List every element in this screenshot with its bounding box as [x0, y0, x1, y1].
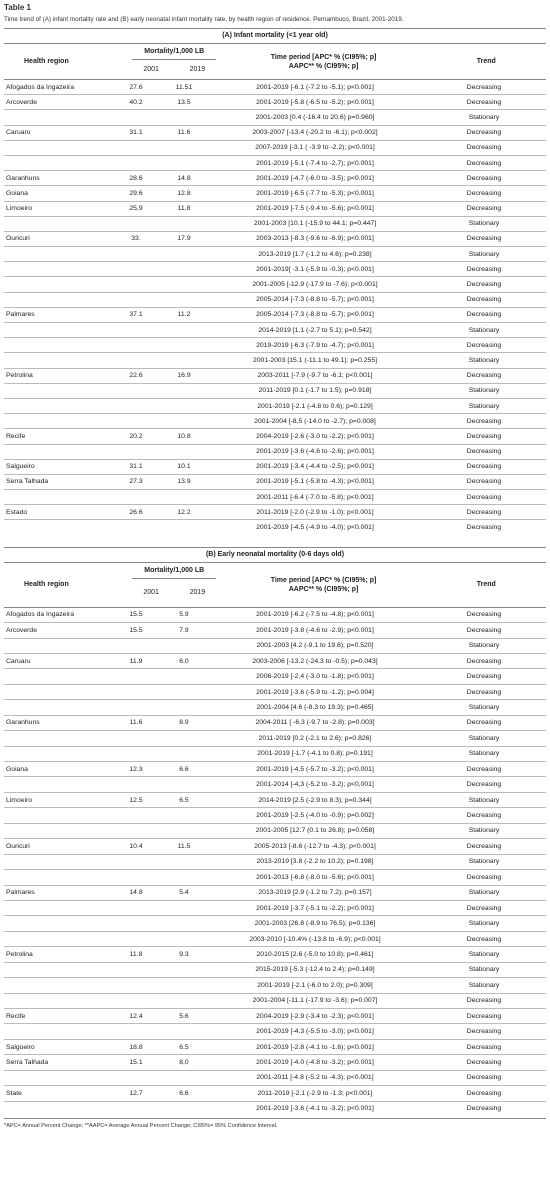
cell-2019: 6.5: [179, 796, 189, 804]
cell-2019: 9.3: [179, 950, 189, 958]
cell-period: 2001-2003 [15.1 (-11.1 to 49.1); p=0.255]: [252, 356, 377, 364]
header-period-line2: AAPC** % (CI95%; p]: [288, 585, 359, 593]
table-row: [4, 668, 546, 683]
cell-period: 2001-2004 [-11.1 (-17.9 to -3.6); p=0.007]: [252, 997, 378, 1005]
cell-region: Afogados da Ingazeira: [6, 611, 75, 619]
table-row: [4, 170, 546, 185]
cell-2019: 8,0: [179, 1059, 189, 1067]
header-year-2019: 2019: [189, 589, 206, 597]
cell-period: 2001-2003 [10.1 (-15.9 to 44.1; p=0.447]: [253, 220, 377, 228]
cell-trend: Decreasing: [466, 98, 502, 106]
cell-period: 2003-2010 [-10.4% (-13.8 to -6.9); p<0.001]: [249, 935, 381, 943]
cell-period: 2015-2019 [-5.3 (-12.4 to 2.4); p=0.149]: [255, 966, 375, 974]
cell-trend: Decreasing: [466, 842, 502, 850]
cell-period: 2001-2011 [-6.4 (-7.0 to -5.8); p<0.001]: [256, 493, 374, 501]
table-row: [4, 931, 546, 946]
cell-trend: Stationary: [468, 750, 500, 758]
cell-trend: Decreasing: [466, 781, 502, 789]
cell-2001: 12.7: [129, 1089, 143, 1097]
table-row: [4, 352, 546, 367]
table-row: [4, 653, 546, 668]
cell-2001: 20.2: [129, 432, 143, 440]
table-row: [4, 383, 546, 398]
table-row: [4, 977, 546, 992]
cell-trend: Stationary: [468, 326, 500, 334]
table-label: Table 1: [4, 3, 31, 12]
cell-2019: 12.8: [177, 189, 191, 197]
cell-2019: 11.2: [177, 311, 191, 319]
cell-period: 2001-2019 [-5.1 (-5.8 to -4.3); p<0.001]: [256, 478, 374, 486]
cell-trend: Decreasing: [466, 997, 502, 1005]
cell-trend: Decreasing: [466, 448, 502, 456]
table-row: [4, 699, 546, 714]
cell-region: Goiana: [6, 765, 28, 773]
table-row: [4, 823, 546, 838]
header-period: [220, 563, 426, 607]
cell-period: 2013-2019 [2.9 (-1.2 to 7.2); p=0.157]: [258, 889, 372, 897]
cell-period: 2011-2019 [-2.1 (-2.9 to -1.3; p<0.001]: [257, 1089, 373, 1097]
header-period: [220, 44, 426, 79]
header-mortality: [128, 563, 220, 607]
cell-trend: Stationary: [468, 703, 500, 711]
cell-2019: 11,8: [177, 205, 191, 213]
cell-period: 2013-2019 [3.8 (-2.2 to 10.2); p=0.198]: [256, 858, 374, 866]
cell-trend: Decreasing: [466, 159, 502, 167]
cell-trend: Decreasing: [466, 463, 502, 471]
cell-2019: 5.6: [179, 1012, 189, 1020]
cell-trend: Decreasing: [466, 719, 502, 727]
header-period-line1: Time period [APC* % (CI95%; p]: [270, 576, 377, 584]
table-row: [4, 807, 546, 822]
cell-2001: 40.2: [129, 98, 143, 106]
header-region: Health region: [24, 58, 69, 65]
cell-trend: Decreasing: [466, 904, 502, 912]
cell-period: 2007-2019 [-3.1 ( -3.9 to -2.2); p<0.001]: [255, 144, 375, 152]
cell-trend: Decreasing: [466, 1105, 502, 1113]
header-period-line2: AAPC** % (CI95%; p]: [288, 62, 359, 70]
cell-region: Caruaru: [6, 129, 31, 137]
cell-period: 2001-2019 [-4.3 (-5.5 to -3.0); p<0.001]: [256, 1028, 374, 1036]
cell-region: Garanhuns: [6, 719, 40, 727]
cell-period: 2011-2019 [0.2 (-2.1 to 2.6); p=0.826]: [258, 734, 372, 742]
cell-2019: 6.5: [179, 1043, 189, 1051]
cell-trend: Decreasing: [466, 1012, 502, 1020]
cell-period: 2005-2013 [-8.6 (-12.7 to -4.3); p<0.001]: [254, 842, 376, 850]
table-row: [4, 413, 546, 428]
cell-trend: Decreasing: [466, 417, 502, 425]
cell-region: Ouricuri: [6, 235, 30, 243]
cell-2001: 27.3: [129, 478, 143, 486]
cell-trend: Stationary: [468, 796, 500, 804]
cell-trend: Decreasing: [466, 205, 502, 213]
cell-period: 2001-2019 [-5.8 (-6.5 to -5.2); p<0.001]: [256, 98, 374, 106]
cell-trend: Stationary: [468, 250, 500, 258]
cell-period: 2001-2019 [-4.5 (-5.7 to -3.2); p<0.001]: [256, 765, 374, 773]
cell-period: 2001-2019 [-3.6 (-4.6 to -2.6); p<0.001]: [256, 448, 374, 456]
cell-2019: 6.6: [179, 765, 189, 773]
cell-2001: 10.4: [129, 842, 143, 850]
cell-period: 2001-2005 [-12.9 (-17.9 to -7.6); p<0.001]: [252, 281, 378, 289]
cell-region: Petrolina: [6, 372, 33, 380]
cell-2001: 12.5: [129, 796, 143, 804]
table-row: [4, 792, 546, 807]
cell-trend: Decreasing: [466, 341, 502, 349]
cell-2001: 27.6: [129, 83, 143, 91]
cell-period: 2001-2019 [-3.8 (-4.6 to -2.9); p<0.001]: [256, 626, 374, 634]
cell-region: Limoeiro: [6, 796, 33, 804]
table-row: [4, 322, 546, 337]
table-row: [4, 155, 546, 170]
table-row: [4, 608, 546, 622]
cell-trend: Decreasing: [466, 189, 502, 197]
cell-period: 2001-2019 [-4.5 (-4.9 to -4.0); p<0.001]: [256, 524, 374, 532]
cell-period: 2001-2004 [-8,5 (-14.0 to -2.7); p=0.008]: [254, 417, 376, 425]
table-row: [4, 444, 546, 459]
cell-2019: 14.8: [177, 174, 191, 182]
cell-period: 2001-2019 [-3.4 (-4.4 to -2.5); p<0.001]: [256, 463, 374, 471]
table-row: [4, 140, 546, 155]
cell-trend: Stationary: [468, 113, 500, 121]
section-title: (B) Early neonatal mortality (0-6 days old): [4, 547, 546, 563]
cell-period: 2003-2011 [-7.9 (-9.7 to -6.1; p<0.001]: [257, 372, 373, 380]
cell-2001: 37.1: [129, 311, 143, 319]
table-section: [4, 547, 546, 1116]
cell-trend: Decreasing: [466, 1043, 502, 1051]
cell-region: Caruaru: [6, 657, 31, 665]
cell-2019: 10.1: [177, 463, 191, 471]
cell-trend: Decreasing: [466, 478, 502, 486]
cell-trend: Stationary: [468, 642, 500, 650]
header-year-2001: 2001: [143, 589, 159, 597]
cell-2001: 11.8: [129, 950, 143, 958]
cell-period: 2001-2013 [-6.8 (-8.0 to -5.6); p<0.001]: [256, 873, 374, 881]
table-row: [4, 398, 546, 413]
cell-period: 2001-2019 [-3.6 (-5.9 to -1.2); p=0.004]: [256, 688, 374, 696]
cell-2019: 6.6: [179, 1089, 189, 1097]
cell-2001: 15.1: [129, 1059, 143, 1067]
cell-2019: 5.4: [179, 889, 189, 897]
table-row: [4, 489, 546, 504]
table-row: [4, 638, 546, 653]
table-row: [4, 1070, 546, 1085]
cell-period: 2001-2019 [-4.7 (-6.0 to -3.5); p<0.001]: [256, 174, 374, 182]
table-row: [4, 746, 546, 761]
cell-period: 2001-2019[ -3.1 (-5.9 to -0.3); p<0.001]: [256, 265, 374, 273]
cell-2001: 18.8: [129, 1043, 143, 1051]
cell-trend: Stationary: [468, 966, 500, 974]
cell-period: 2011-2019 [0.1 (-1.7 to 1.5); p=0.918]: [258, 387, 372, 395]
cell-region: Palmares: [6, 311, 35, 319]
cell-trend: Decreasing: [466, 524, 502, 532]
table-row: [4, 519, 546, 534]
table-row: [4, 993, 546, 1008]
table-row: [4, 80, 546, 94]
cell-trend: Decreasing: [466, 129, 502, 137]
cell-2001: 15.5: [129, 626, 143, 634]
table-row: [4, 216, 546, 231]
header-trend: Trend: [476, 58, 496, 65]
header-mortality: [128, 44, 220, 79]
cell-2001: 11.9: [129, 657, 143, 665]
cell-period: 2001-2019 [-5.1 (-7.4 to -2.7); p<0.001]: [256, 159, 374, 167]
cell-period: 2001-2004 [4.6 (-8.3 to 19.3); p=0.465]: [256, 703, 374, 711]
table-row: [4, 368, 546, 383]
cell-trend: Decreasing: [466, 935, 502, 943]
table-row: [4, 231, 546, 246]
cell-2001: 15.5: [129, 611, 143, 619]
section-title: (A) Infant mortality (<1 year old): [4, 28, 546, 44]
cell-2019: 6.0: [179, 657, 189, 665]
cell-period: 2001-2019 [-6.1 (-7.2 to -5.1); p<0.001]: [256, 83, 374, 91]
cell-region: State: [6, 1089, 22, 1097]
cell-2019: 13.9: [177, 478, 191, 486]
cell-region: Arcoverde: [6, 626, 37, 634]
cell-period: 2001-2019 [-4.0 (-4.8 to -3.2); p<0.001]: [256, 1059, 374, 1067]
table-caption: Time trend of (A) infant mortality rate and (B) early neonatal infant mortality rate, by health region of residence. Pernambuco, Brazil, 2001-2019.: [4, 16, 404, 23]
cell-trend: Decreasing: [466, 812, 502, 820]
cell-2001: 33.: [131, 235, 141, 243]
cell-region: Arcoverde: [6, 98, 37, 106]
table-row: [4, 109, 546, 124]
cell-period: 2019-2019 [-6.3 (-7.9 to -4.7); p<0.001]: [256, 341, 374, 349]
cell-period: 2001-2019 [-2.5 (-4.0 to -0.9); p=0.002]: [256, 812, 374, 820]
table-row: [4, 276, 546, 291]
cell-period: 2001-2019 [-6.5 (-7.7 to -5.3); p<0.001]: [256, 189, 374, 197]
cell-trend: Decreasing: [466, 1089, 502, 1097]
header-trend: Trend: [476, 581, 496, 589]
table-section: [4, 28, 546, 547]
cell-trend: Stationary: [468, 858, 500, 866]
cell-trend: Decreasing: [466, 174, 502, 182]
table-row: [4, 885, 546, 900]
table-row: [4, 428, 546, 443]
table-row: [4, 261, 546, 276]
table-row: [4, 1085, 546, 1100]
cell-period: 2001-2019 [-3.6 (-4.1 to -3.2); p<0.001]: [256, 1105, 374, 1113]
cell-period: 2001-2014 [-4,3 (-5.2 to -3.2); p<0,001]: [256, 781, 374, 789]
cell-period: 2001-2019 [-6.2 (-7.5 to -4.8); p<0.001]: [256, 611, 374, 619]
cell-trend: Decreasing: [466, 673, 502, 681]
table-row: [4, 900, 546, 915]
table-row: [4, 337, 546, 352]
cell-trend: Decreasing: [466, 688, 502, 696]
header-period-line1: Time period [APC* % (CI95%; p]: [270, 53, 377, 61]
cell-period: 2001-2003 [26.8 (-8.9 to 76.5); p=0.136]: [254, 920, 376, 928]
cell-region: Recife: [6, 1012, 26, 1020]
cell-period: 2001-2019 [-1.7 (-4.1 to 0.8); p=0.191]: [257, 750, 373, 758]
table-row: [4, 1101, 546, 1116]
cell-trend: Decreasing: [466, 493, 502, 501]
section-gap: [4, 535, 546, 547]
cell-2019: 16.9: [177, 372, 191, 380]
cell-trend: Decreasing: [466, 235, 502, 243]
table-row: [4, 474, 546, 489]
cell-period: 2001-2019 [-2.8 (-4.1 to -1.6); p<0.001]: [256, 1043, 374, 1051]
cell-region: Goiana: [6, 189, 28, 197]
cell-trend: Decreasing: [466, 265, 502, 273]
cell-trend: Decreasing: [466, 311, 502, 319]
cell-region: Estado: [6, 508, 28, 516]
cell-period: 2003-2006 [-13.2 (-24.3 to -0.5); p=0.043]: [252, 657, 378, 665]
cell-2019: 11.6: [177, 129, 191, 137]
cell-trend: Stationary: [468, 387, 500, 395]
cell-period: 2001-2019 [-2.1 (-6.0 to 2.0); p=0.309]: [257, 981, 373, 989]
cell-trend: Decreasing: [466, 83, 502, 91]
table-row: [4, 915, 546, 930]
cell-2019: 17.9: [177, 235, 191, 243]
cell-period: 2001-2005 [12.7 (0.1 to 26.8); p=0.058]: [255, 827, 375, 835]
cell-period: 2011-2019 [-2.0 (-2.9 to -1.0); p<0.001]: [256, 508, 374, 516]
cell-period: 2006-2019 [-2,4 (-3.0 to -1.8); p<0.001]: [256, 673, 374, 681]
cell-trend: Stationary: [468, 827, 500, 835]
cell-period: 2010-2015 [2.6 (-5.0 to 10.8); p=0.461]: [256, 950, 374, 958]
cell-period: 2005-2014 [-7.3 (-8.8 to -5.7); p<0.001]: [256, 296, 374, 304]
table-row: [4, 185, 546, 200]
table-row: [4, 838, 546, 853]
cell-period: 2005-2014 [-7.3 (-8.8 to -5.7); p<0.001]: [256, 311, 374, 319]
cell-trend: Stationary: [468, 220, 500, 228]
table-row: [4, 459, 546, 474]
cell-period: 2001-2011 [-4.8 (-5.2 to -4.3); p<0.001]: [256, 1074, 374, 1082]
cell-2019: 7.9: [179, 626, 189, 634]
cell-2001: 29.6: [129, 189, 143, 197]
cell-trend: Decreasing: [466, 296, 502, 304]
cell-2001: 28.6: [129, 174, 143, 182]
cell-trend: Decreasing: [466, 873, 502, 881]
table-row: [4, 504, 546, 519]
cell-trend: Decreasing: [466, 765, 502, 773]
cell-region: Afogados da Ingazeira: [6, 83, 75, 91]
cell-2001: 31.1: [129, 463, 143, 471]
cell-region: Ouricuri: [6, 842, 30, 850]
table-row: [4, 776, 546, 791]
cell-2019: 12.2: [177, 508, 191, 516]
cell-trend: Stationary: [468, 920, 500, 928]
cell-2001: 22.6: [129, 372, 143, 380]
header-region: Health region: [24, 581, 69, 589]
header-mortality-title: Mortality/1,000 LB: [132, 563, 216, 579]
table-row: [4, 962, 546, 977]
cell-2019: 5.9: [179, 611, 189, 619]
cell-trend: Decreasing: [466, 1059, 502, 1067]
table-row: [4, 1008, 546, 1023]
table-row: [4, 307, 546, 322]
cell-2019: 11.51: [175, 83, 193, 91]
cell-region: Petrolina: [6, 950, 33, 958]
cell-2001: 14.8: [129, 889, 143, 897]
cell-trend: Decreasing: [466, 611, 502, 619]
cell-period: 2001-2019 [-7.5 (-9.4 to -5.6); p<0.001]: [256, 205, 374, 213]
cell-region: Recife: [6, 432, 26, 440]
cell-period: 2001-2019 [-2.1 (-4.8 to 0.6); p=0.129]: [257, 402, 373, 410]
cell-period: 2004-2019 [-2.9 (-3.4 to -2.3); p<0.001]: [256, 1012, 374, 1020]
table-row: [4, 869, 546, 884]
cell-trend: Decreasing: [466, 372, 502, 380]
cell-period: 2013-2019 [1.7 (-1.2 to 4.6); p=0.238]: [258, 250, 372, 258]
cell-2001: 11.6: [129, 719, 143, 727]
cell-2019: 13.5: [177, 98, 191, 106]
column-header-row: [4, 44, 546, 80]
cell-region: Serra Talhada: [6, 478, 49, 486]
table-row: [4, 125, 546, 140]
cell-region: Salgueiro: [6, 1043, 35, 1051]
table-row: [4, 1023, 546, 1038]
cell-period: 2001-2003 [4.2 (-9.1 to 19.6); p=0.520]: [256, 642, 374, 650]
table-row: [4, 761, 546, 776]
table-footnote: *APC= Annual Percent Change; **AAPC= Average Annual Percent Change; CI95%= 95% Confidence Interval.: [4, 1118, 546, 1129]
cell-region: Limoeiro: [6, 205, 33, 213]
table-row: [4, 730, 546, 745]
header-year-2001: 2001: [143, 66, 159, 73]
cell-trend: Stationary: [468, 402, 500, 410]
cell-period: 2003-2007 [-13.4 (-20.2 to -6.1); p<0.002]: [252, 129, 378, 137]
cell-region: Salgueiro: [6, 463, 35, 471]
cell-trend: Decreasing: [466, 508, 502, 516]
table-row: [4, 94, 546, 109]
cell-2001: 12.3: [129, 765, 143, 773]
cell-region: Garanhuns: [6, 174, 40, 182]
table-row: [4, 854, 546, 869]
cell-period: 2014-2019 [2.5 (-2.9 to 8.3); p=0.344]: [258, 796, 372, 804]
cell-trend: Stationary: [468, 981, 500, 989]
cell-trend: Decreasing: [466, 144, 502, 152]
table-row: [4, 622, 546, 637]
cell-trend: Decreasing: [466, 1074, 502, 1082]
cell-2001: 25,9: [129, 205, 143, 213]
table-row: [4, 1039, 546, 1054]
column-header-row: [4, 563, 546, 608]
cell-trend: Decreasing: [466, 432, 502, 440]
table-row: [4, 946, 546, 961]
cell-2019: 10.8: [177, 432, 191, 440]
header-mortality-title: Mortality/1,000 LB: [132, 44, 216, 60]
cell-2019: 11.5: [177, 842, 191, 850]
cell-period: 2001-2003 [0.4 (-16.4 to 20.6) p=0.960]: [255, 113, 375, 121]
cell-region: Palmares: [6, 889, 35, 897]
table-row: [4, 292, 546, 307]
cell-trend: Decreasing: [466, 657, 502, 665]
cell-trend: Stationary: [468, 950, 500, 958]
cell-trend: Stationary: [468, 734, 500, 742]
cell-2019: 8.9: [179, 719, 189, 727]
cell-region: Serra Talhada: [6, 1059, 49, 1067]
cell-period: 2004-2019 [-2.6 (-3.0 to -2.2); p<0.001]: [256, 432, 374, 440]
cell-trend: Stationary: [468, 356, 500, 364]
cell-2001: 26.6: [129, 508, 143, 516]
table-row: [4, 246, 546, 261]
table-row: [4, 715, 546, 730]
cell-trend: Decreasing: [466, 281, 502, 289]
cell-trend: Stationary: [468, 889, 500, 897]
cell-period: 2014-2019 [1.1 (-2.7 to 5.1); p=0.542]: [258, 326, 372, 334]
table-row: [4, 201, 546, 216]
cell-trend: Decreasing: [466, 1028, 502, 1036]
cell-period: 2004-2011 [ -6.3 (-9.7 to -2.8); p=0.003]: [255, 719, 375, 727]
table-row: [4, 684, 546, 699]
cell-trend: Decreasing: [466, 626, 502, 634]
table-row: [4, 1054, 546, 1069]
table-body: [4, 28, 546, 1116]
cell-2001: 12.4: [129, 1012, 143, 1020]
cell-period: 2003-2013 [-8.3 (-9.6 to -6.9); p<0.001]: [256, 235, 374, 243]
cell-2001: 31.1: [129, 129, 143, 137]
cell-period: 2001-2019 [-3.7 (-5.1 to -2.2); p<0.001]: [256, 904, 374, 912]
header-year-2019: 2019: [189, 66, 206, 73]
